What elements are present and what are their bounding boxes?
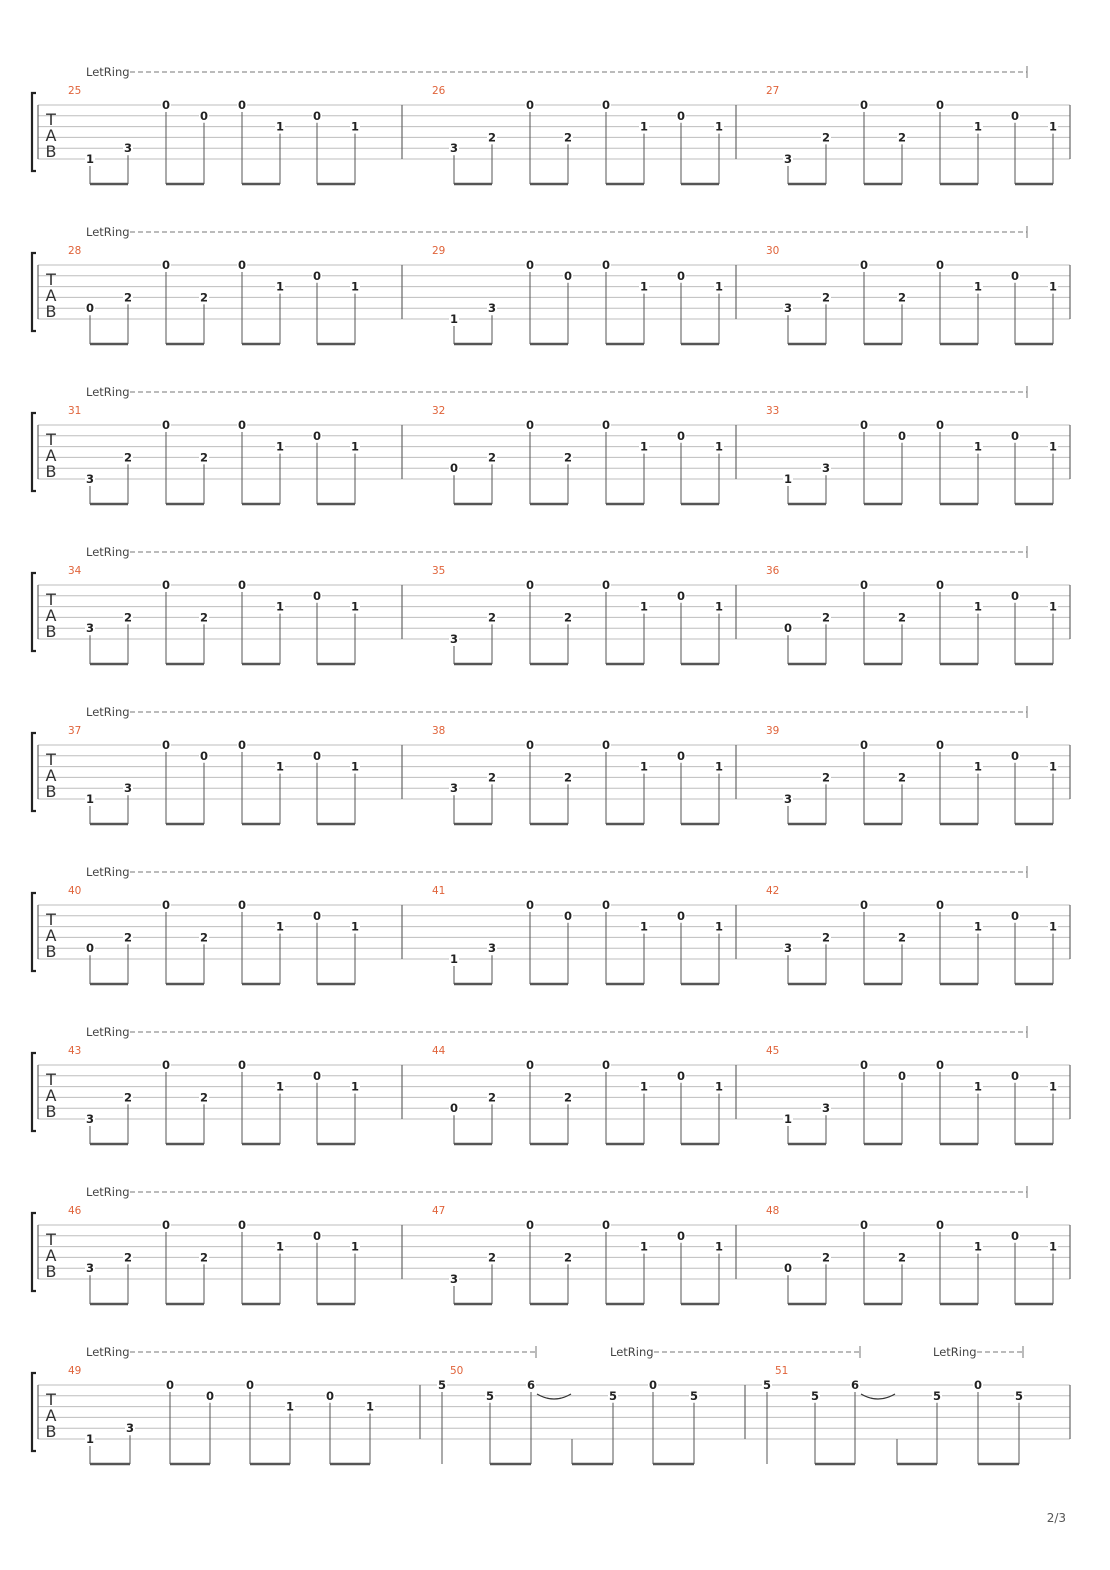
fret-number: 1: [714, 439, 724, 454]
fret-number: 0: [897, 428, 907, 443]
fret-number: 0: [676, 428, 686, 443]
let-ring-label: LetRing: [610, 1345, 654, 1359]
fret-number: 0: [601, 738, 611, 752]
fret-number: 0: [237, 1218, 247, 1232]
system-bracket: [32, 413, 36, 491]
fret-number: 0: [312, 428, 322, 443]
fret-number: 1: [639, 1239, 649, 1254]
fret-number: 0: [525, 1058, 535, 1072]
fret-number: 0: [449, 461, 459, 476]
fret-number: 3: [85, 621, 95, 636]
fret-number: 2: [563, 130, 573, 145]
fret-number: 0: [935, 738, 945, 752]
measure-number: 32: [432, 405, 446, 417]
measure-number: 41: [432, 885, 446, 897]
tab-clef-letter-t: T: [46, 1390, 56, 1409]
fret-number: 3: [85, 472, 95, 486]
fret-number: 0: [676, 1228, 686, 1243]
fret-number: 5: [932, 1388, 942, 1403]
fret-number: 1: [1048, 439, 1058, 454]
fret-number: 2: [123, 930, 133, 945]
tab-clef-letter-b: B: [45, 142, 57, 161]
fret-number: 0: [312, 108, 322, 123]
fret-number: 1: [714, 919, 724, 934]
fret-number: 0: [676, 268, 686, 283]
fret-number: 6: [526, 1378, 536, 1392]
fret-number: 2: [821, 1250, 831, 1265]
fret-number: 0: [601, 258, 611, 272]
fret-number: 1: [783, 472, 793, 486]
fret-number: 2: [123, 290, 133, 305]
measure-number: 26: [432, 85, 446, 97]
fret-number: 0: [312, 748, 322, 763]
fret-number: 1: [275, 279, 285, 294]
fret-number: 3: [123, 781, 133, 796]
fret-number: 0: [161, 1058, 171, 1072]
fret-number: 1: [639, 439, 649, 454]
fret-number: 3: [449, 632, 459, 646]
fret-number: 0: [935, 578, 945, 592]
tie-arc: [537, 1394, 571, 1399]
fret-number: 6: [850, 1378, 860, 1392]
fret-number: 2: [563, 770, 573, 785]
fret-number: 0: [312, 268, 322, 283]
fret-number: 2: [487, 1090, 497, 1105]
measure-number: 31: [68, 405, 82, 417]
fret-number: 0: [161, 258, 171, 272]
measure-number: 43: [68, 1045, 82, 1057]
fret-number: 3: [125, 1421, 135, 1436]
fret-number: 2: [487, 610, 497, 625]
tab-clef-letter-a: A: [45, 1406, 57, 1425]
fret-number: 1: [1048, 759, 1058, 774]
fret-number: 1: [275, 759, 285, 774]
fret-number: 0: [237, 1058, 247, 1072]
fret-number: 0: [199, 108, 209, 123]
fret-number: 3: [783, 792, 793, 806]
fret-number: 5: [689, 1388, 699, 1403]
fret-number: 2: [199, 1250, 209, 1265]
fret-number: 3: [123, 141, 133, 156]
system-bracket: [32, 893, 36, 971]
fret-number: 2: [487, 1250, 497, 1265]
fret-number: 1: [365, 1399, 375, 1414]
fret-number: 0: [525, 1218, 535, 1232]
fret-number: 2: [821, 290, 831, 305]
let-ring-label: LetRing: [933, 1345, 977, 1359]
fret-number: 0: [676, 908, 686, 923]
fret-number: 0: [1010, 108, 1020, 123]
fret-number: 0: [601, 418, 611, 432]
fret-number: 2: [897, 930, 907, 945]
fret-number: 0: [935, 98, 945, 112]
system-bracket: [32, 733, 36, 811]
tab-clef-letter-b: B: [45, 302, 57, 321]
fret-number: 2: [199, 290, 209, 305]
fret-number: 1: [639, 599, 649, 614]
fret-number: 0: [563, 908, 573, 923]
fret-number: 2: [199, 610, 209, 625]
tab-clef-letter-t: T: [46, 270, 56, 289]
fret-number: 1: [973, 119, 983, 134]
tab-clef-letter-t: T: [46, 590, 56, 609]
fret-number: 0: [676, 748, 686, 763]
system-bracket: [32, 1053, 36, 1131]
fret-number: 0: [1010, 908, 1020, 923]
fret-number: 1: [714, 279, 724, 294]
fret-number: 1: [1048, 119, 1058, 134]
let-ring-label: LetRing: [86, 65, 130, 79]
fret-number: 1: [973, 279, 983, 294]
fret-number: 0: [237, 418, 247, 432]
fret-number: 0: [237, 258, 247, 272]
measure-number: 47: [432, 1205, 446, 1217]
fret-number: 1: [1048, 599, 1058, 614]
fret-number: 3: [85, 1112, 95, 1126]
fret-number: 1: [714, 1079, 724, 1094]
fret-number: 0: [525, 898, 535, 912]
fret-number: 0: [245, 1378, 255, 1392]
fret-number: 3: [783, 152, 793, 166]
fret-number: 2: [897, 770, 907, 785]
measure-number: 44: [432, 1045, 446, 1057]
let-ring-label: LetRing: [86, 865, 130, 879]
fret-number: 1: [275, 919, 285, 934]
tab-clef-letter-b: B: [45, 1102, 57, 1121]
fret-number: 3: [487, 941, 497, 956]
fret-number: 2: [123, 450, 133, 465]
fret-number: 0: [237, 898, 247, 912]
fret-number: 1: [85, 1432, 95, 1446]
fret-number: 0: [525, 98, 535, 112]
fret-number: 0: [1010, 588, 1020, 603]
fret-number: 0: [935, 418, 945, 432]
fret-number: 1: [714, 599, 724, 614]
fret-number: 1: [783, 1112, 793, 1126]
fret-number: 2: [563, 610, 573, 625]
tab-clef-letter-b: B: [45, 942, 57, 961]
fret-number: 0: [859, 578, 869, 592]
fret-number: 2: [563, 1250, 573, 1265]
fret-number: 3: [449, 781, 459, 796]
fret-number: 1: [275, 119, 285, 134]
tab-clef-letter-t: T: [46, 750, 56, 769]
fret-number: 1: [85, 152, 95, 166]
measure-number: 40: [68, 885, 82, 897]
tab-clef-letter-b: B: [45, 782, 57, 801]
measure-number: 27: [766, 85, 780, 97]
system-bracket: [32, 253, 36, 331]
tab-clef-letter-b: B: [45, 462, 57, 481]
fret-number: 0: [1010, 1228, 1020, 1243]
let-ring-label: LetRing: [86, 385, 130, 399]
fret-number: 1: [275, 599, 285, 614]
fret-number: 5: [437, 1378, 447, 1392]
fret-number: 1: [275, 1079, 285, 1094]
fret-number: 5: [485, 1388, 495, 1403]
let-ring-label: LetRing: [86, 225, 130, 239]
tab-clef-letter-a: A: [45, 446, 57, 465]
fret-number: 1: [350, 119, 360, 134]
fret-number: 2: [821, 610, 831, 625]
fret-number: 0: [859, 738, 869, 752]
fret-number: 0: [601, 1058, 611, 1072]
measure-number: 42: [766, 885, 780, 897]
fret-number: 0: [859, 418, 869, 432]
tab-clef-letter-b: B: [45, 1262, 57, 1281]
tab-clef-letter-a: A: [45, 286, 57, 305]
fret-number: 1: [350, 759, 360, 774]
fret-number: 0: [237, 738, 247, 752]
fret-number: 1: [639, 119, 649, 134]
let-ring-label: LetRing: [86, 1025, 130, 1039]
fret-number: 1: [449, 312, 459, 326]
fret-number: 0: [601, 98, 611, 112]
fret-number: 3: [821, 461, 831, 476]
let-ring-label: LetRing: [86, 545, 130, 559]
fret-number: 0: [205, 1388, 215, 1403]
system-bracket: [32, 93, 36, 171]
measure-number: 37: [68, 725, 82, 737]
fret-number: 0: [1010, 428, 1020, 443]
fret-number: 2: [897, 1250, 907, 1265]
fret-number: 0: [935, 258, 945, 272]
fret-number: 0: [676, 108, 686, 123]
fret-number: 1: [973, 1079, 983, 1094]
fret-number: 0: [973, 1378, 983, 1392]
fret-number: 0: [601, 1218, 611, 1232]
fret-number: 0: [1010, 268, 1020, 283]
fret-number: 0: [161, 98, 171, 112]
tab-clef-letter-t: T: [46, 1230, 56, 1249]
fret-number: 0: [563, 268, 573, 283]
fret-number: 2: [487, 770, 497, 785]
fret-number: 0: [525, 418, 535, 432]
fret-number: 0: [161, 1218, 171, 1232]
measure-number: 36: [766, 565, 780, 577]
fret-number: 2: [563, 450, 573, 465]
fret-number: 2: [123, 1250, 133, 1265]
measure-number: 49: [68, 1365, 82, 1377]
tab-clef-letter-a: A: [45, 1246, 57, 1265]
tab-clef-letter-t: T: [46, 1070, 56, 1089]
fret-number: 0: [676, 588, 686, 603]
fret-number: 0: [601, 898, 611, 912]
tab-clef-letter-a: A: [45, 606, 57, 625]
fret-number: 0: [935, 1218, 945, 1232]
fret-number: 0: [935, 1058, 945, 1072]
fret-number: 0: [237, 98, 247, 112]
fret-number: 0: [161, 898, 171, 912]
fret-number: 2: [821, 130, 831, 145]
fret-number: 1: [639, 759, 649, 774]
fret-number: 1: [449, 952, 459, 966]
fret-number: 0: [859, 898, 869, 912]
measure-number: 30: [766, 245, 780, 257]
measure-number: 50: [450, 1365, 464, 1377]
tab-clef-letter-a: A: [45, 766, 57, 785]
fret-number: 3: [487, 301, 497, 316]
fret-number: 1: [285, 1399, 295, 1414]
fret-number: 2: [821, 930, 831, 945]
fret-number: 0: [1010, 748, 1020, 763]
fret-number: 5: [762, 1378, 772, 1392]
tab-clef-letter-a: A: [45, 126, 57, 145]
fret-number: 5: [810, 1388, 820, 1403]
fret-number: 2: [123, 1090, 133, 1105]
let-ring-label: LetRing: [86, 705, 130, 719]
fret-number: 0: [935, 898, 945, 912]
tab-clef-letter-a: A: [45, 926, 57, 945]
fret-number: 1: [1048, 1239, 1058, 1254]
system-bracket: [32, 1213, 36, 1291]
fret-number: 1: [714, 1239, 724, 1254]
fret-number: 0: [783, 1261, 793, 1276]
fret-number: 5: [1014, 1388, 1024, 1403]
measure-number: 29: [432, 245, 446, 257]
fret-number: 2: [199, 450, 209, 465]
fret-number: 2: [897, 130, 907, 145]
fret-number: 2: [123, 610, 133, 625]
tab-clef-letter-t: T: [46, 430, 56, 449]
fret-number: 3: [783, 301, 793, 316]
fret-number: 1: [973, 439, 983, 454]
fret-number: 1: [350, 599, 360, 614]
fret-number: 3: [821, 1101, 831, 1116]
fret-number: 2: [199, 930, 209, 945]
fret-number: 2: [897, 610, 907, 625]
fret-number: 2: [897, 290, 907, 305]
fret-number: 0: [783, 621, 793, 636]
measure-number: 33: [766, 405, 780, 417]
fret-number: 0: [676, 1068, 686, 1083]
fret-number: 3: [449, 141, 459, 156]
fret-number: 1: [973, 599, 983, 614]
fret-number: 0: [525, 578, 535, 592]
fret-number: 2: [487, 130, 497, 145]
fret-number: 0: [312, 1068, 322, 1083]
fret-number: 1: [275, 1239, 285, 1254]
fret-number: 0: [859, 258, 869, 272]
fret-number: 0: [325, 1388, 335, 1403]
fret-number: 0: [161, 578, 171, 592]
fret-number: 0: [1010, 1068, 1020, 1083]
fret-number: 1: [639, 1079, 649, 1094]
fret-number: 2: [563, 1090, 573, 1105]
system-bracket: [32, 573, 36, 651]
fret-number: 0: [859, 1058, 869, 1072]
system-bracket: [32, 1373, 36, 1451]
measure-number: 35: [432, 565, 446, 577]
fret-number: 0: [161, 418, 171, 432]
tab-clef-letter-b: B: [45, 1422, 57, 1441]
fret-number: 1: [973, 759, 983, 774]
fret-number: 2: [487, 450, 497, 465]
fret-number: 2: [821, 770, 831, 785]
tie-arc: [861, 1394, 895, 1399]
fret-number: 0: [312, 588, 322, 603]
fret-number: 0: [312, 908, 322, 923]
fret-number: 1: [350, 1079, 360, 1094]
fret-number: 0: [897, 1068, 907, 1083]
fret-number: 0: [859, 98, 869, 112]
fret-number: 1: [639, 279, 649, 294]
fret-number: 0: [199, 748, 209, 763]
fret-number: 1: [85, 792, 95, 806]
measure-number: 25: [68, 85, 82, 97]
fret-number: 1: [973, 1239, 983, 1254]
fret-number: 1: [350, 279, 360, 294]
measure-number: 45: [766, 1045, 780, 1057]
fret-number: 0: [237, 578, 247, 592]
fret-number: 1: [714, 759, 724, 774]
fret-number: 1: [973, 919, 983, 934]
fret-number: 3: [85, 1261, 95, 1276]
fret-number: 1: [275, 439, 285, 454]
fret-number: 2: [199, 1090, 209, 1105]
fret-number: 0: [85, 301, 95, 316]
fret-number: 0: [312, 1228, 322, 1243]
measure-number: 38: [432, 725, 446, 737]
fret-number: 1: [714, 119, 724, 134]
fret-number: 0: [601, 578, 611, 592]
fret-number: 3: [449, 1272, 459, 1286]
measure-number: 46: [68, 1205, 82, 1217]
page-number: 2/3: [1046, 1511, 1066, 1525]
fret-number: 3: [783, 941, 793, 956]
fret-number: 0: [525, 258, 535, 272]
tab-clef-letter-t: T: [46, 910, 56, 929]
fret-number: 1: [350, 919, 360, 934]
fret-number: 1: [1048, 279, 1058, 294]
fret-number: 0: [859, 1218, 869, 1232]
measure-number: 28: [68, 245, 82, 257]
measure-number: 48: [766, 1205, 780, 1217]
measure-number: 51: [775, 1365, 789, 1377]
fret-number: 0: [648, 1378, 658, 1392]
fret-number: 0: [85, 941, 95, 956]
tab-clef-letter-b: B: [45, 622, 57, 641]
fret-number: 0: [449, 1101, 459, 1116]
tab-clef-letter-a: A: [45, 1086, 57, 1105]
fret-number: 1: [639, 919, 649, 934]
let-ring-label: LetRing: [86, 1185, 130, 1199]
measure-number: 39: [766, 725, 780, 737]
fret-number: 0: [165, 1378, 175, 1392]
measure-number: 34: [68, 565, 82, 577]
let-ring-label: LetRing: [86, 1345, 130, 1359]
fret-number: 1: [350, 439, 360, 454]
fret-number: 1: [350, 1239, 360, 1254]
fret-number: 0: [525, 738, 535, 752]
tab-clef-letter-t: T: [46, 110, 56, 129]
fret-number: 0: [161, 738, 171, 752]
fret-number: 1: [1048, 919, 1058, 934]
fret-number: 5: [608, 1388, 618, 1403]
fret-number: 1: [1048, 1079, 1058, 1094]
